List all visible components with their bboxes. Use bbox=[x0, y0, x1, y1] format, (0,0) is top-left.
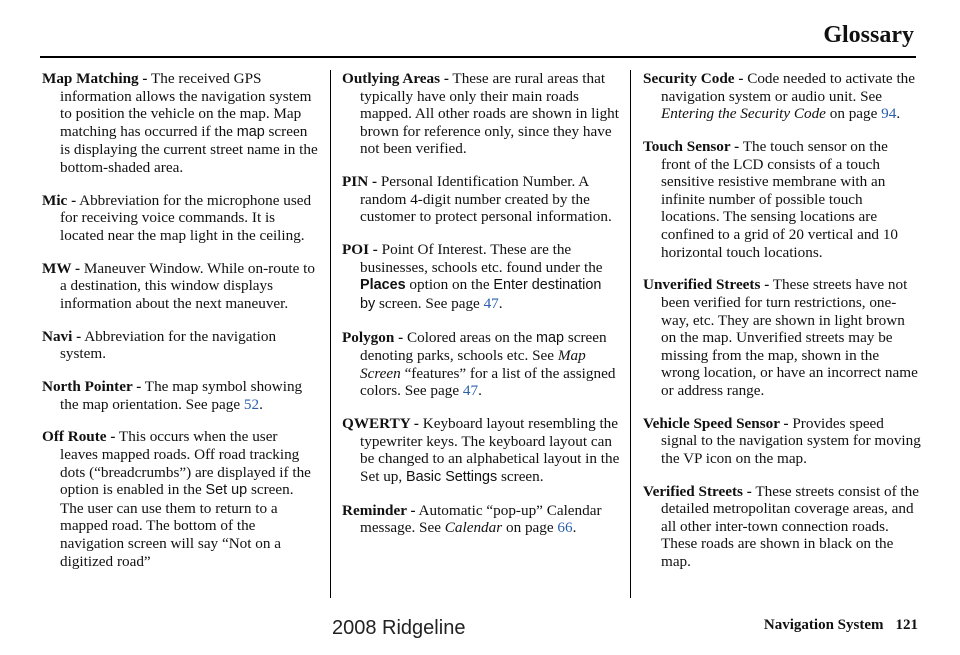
footer-section-name: Navigation System bbox=[763, 617, 884, 633]
entry-term: Mic - bbox=[42, 191, 77, 209]
entry-term: POI - bbox=[342, 241, 378, 259]
entry-term: MW - bbox=[42, 259, 81, 277]
ui-label: Set up bbox=[205, 482, 248, 499]
glossary-column-1 bbox=[42, 70, 318, 578]
column-divider bbox=[330, 70, 331, 598]
entry-vehicle-speed-sensor: Vehicle Speed Sensor - Provides speed signal to the navigation system for moving the VP icon on the map. bbox=[643, 414, 921, 467]
column-divider bbox=[630, 70, 631, 598]
entry-map-matching: Map Matching - The received GPS information allows the navigation system to position the vehicle on the map. Map matching has occurred if the map screen is displaying the current street name in the bottom-shaded area. bbox=[42, 70, 318, 176]
page-number: 121 bbox=[895, 617, 918, 633]
entry-verified-streets: Verified Streets - These streets consist of the detailed metropolitan coverage areas, and all other inter-town connection roads. These roads are shown in black on the map. bbox=[643, 482, 919, 570]
page-title: Glossary bbox=[823, 22, 914, 48]
entry-mw: MW - Maneuver Window. While on-route to a destination, this window displays information about the next maneuver. bbox=[42, 259, 315, 312]
ui-label: Enter destination by bbox=[360, 277, 602, 312]
entry-term: Security Code - bbox=[643, 70, 744, 87]
page-footer bbox=[764, 617, 918, 634]
entry-outlying-areas: Outlying Areas - These are rural areas that typically have only their main roads mapped. All other roads are shown in light brown for reference only, since they have not been verified. bbox=[342, 70, 619, 158]
entry-reminder: Reminder - Automatic “pop-up” Calendar message. See Calendar on page 66. bbox=[342, 501, 602, 537]
entry-term: Unverified Streets - bbox=[643, 276, 770, 294]
italic-ref: Entering the Security Code bbox=[661, 105, 826, 123]
watermark-text: 2008 Ridgeline bbox=[332, 617, 466, 639]
page-link[interactable]: 94 bbox=[881, 105, 897, 123]
entry-unverified-streets: Unverified Streets - These streets have not been verified for turn restrictions, one-way, etc. They are shown in light brown on the map. Unverified streets may be missing from the map, shown in the wrong location, or have an incorrect name or address range. bbox=[643, 276, 918, 399]
entry-term: Verified Streets - bbox=[643, 482, 752, 500]
entry-term: PIN - bbox=[342, 173, 378, 191]
italic-ref: Calendar bbox=[444, 519, 503, 537]
entry-security-code: Security Code - Code needed to activate the navigation system or audio unit. See Entering the Security Code on page 94. bbox=[643, 70, 916, 123]
entry-term: Polygon - bbox=[342, 328, 404, 346]
page-link[interactable]: 47 bbox=[462, 382, 479, 400]
entry-mic: Mic - Abbreviation for the microphone used for receiving voice commands. It is located near the map light in the ceiling. bbox=[42, 191, 312, 244]
entry-term: Outlying Areas - bbox=[342, 70, 449, 87]
entry-pin: PIN - Personal Identification Number. A random 4-digit number created by the customer to protect personal information. bbox=[342, 173, 612, 226]
entry-off-route: Off Route - This occurs when the user leaves mapped roads. Off road tracking dots (“breadcrumbs”) are displayed if the option is enabled in the Set up screen. The user can use them to return to a mapped road. The bottom of the navigation screen will say “Not on a digitized road” bbox=[42, 428, 311, 570]
header-rule bbox=[40, 56, 916, 58]
entry-term: Vehicle Speed Sensor - bbox=[643, 414, 789, 432]
glossary-column-3 bbox=[643, 70, 921, 579]
entry-term: North Pointer - bbox=[42, 378, 142, 396]
entry-term: Off Route - bbox=[42, 428, 116, 446]
page-link[interactable]: 66 bbox=[557, 519, 573, 537]
entry-term: Touch Sensor - bbox=[643, 137, 740, 155]
page-link[interactable]: 47 bbox=[483, 294, 499, 312]
ui-label: map bbox=[536, 329, 565, 346]
glossary-column-2 bbox=[342, 70, 620, 545]
ui-label: Basic Settings bbox=[406, 469, 498, 486]
entry-term: Map Matching - bbox=[42, 70, 148, 87]
entry-poi: POI - Point Of Interest. These are the businesses, schools etc. found under the Places option on the Enter destination by screen. See page 47. bbox=[342, 241, 603, 312]
page-link[interactable]: 52 bbox=[243, 395, 260, 413]
entry-term: QWERTY - bbox=[342, 415, 419, 433]
entry-polygon: Polygon - Colored areas on the map screen denoting parks, schools etc. See Map Screen “features” for a list of the assigned colors. See page 47. bbox=[342, 328, 616, 400]
ui-label: map bbox=[236, 123, 265, 140]
entry-qwerty: QWERTY - Keyboard layout resembling the typewriter keys. The keyboard layout can be changed to an alphabetical layout in the Set up, Basic Settings screen. bbox=[342, 415, 620, 486]
entry-north-pointer: North Pointer - The map symbol showing the map orientation. See page 52. bbox=[42, 378, 303, 413]
entry-term: Reminder - bbox=[342, 501, 416, 519]
ui-label: Places bbox=[360, 277, 406, 294]
entry-touch-sensor: Touch Sensor - The touch sensor on the front of the LCD consists of a touch sensitive resistive membrane with an infinite number of possible touch locations. The sensing locations are confined to a grid of 20 vertical and 10 horizontal touch locations. bbox=[643, 137, 899, 261]
entry-term: Navi - bbox=[42, 327, 82, 345]
entry-navi: Navi - Abbreviation for the navigation system. bbox=[42, 327, 277, 363]
italic-ref: Map Screen bbox=[360, 347, 586, 382]
